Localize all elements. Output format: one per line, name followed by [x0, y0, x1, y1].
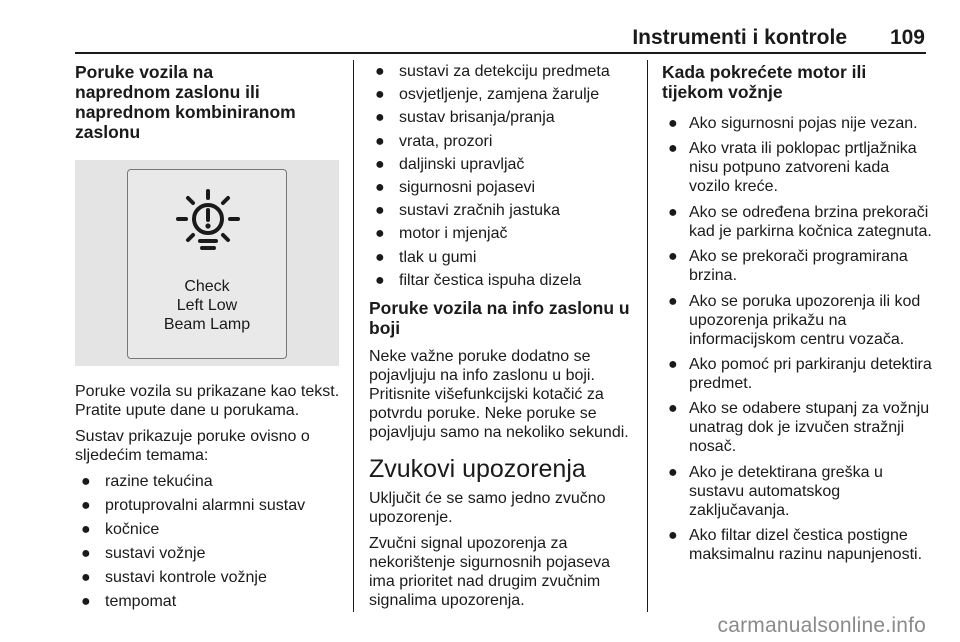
paragraph: Sustav prikazuje poruke ovisno o sljedećim temama: — [75, 428, 310, 464]
list-item: ● Ako se određena brzina prekorači kad je parkirna kočnica zategnuta. — [668, 203, 932, 240]
bullet-icon: ● — [668, 203, 678, 221]
warning-line: Left Low — [176, 297, 238, 314]
list-item: ● Ako se prekorači programirana brzina. — [668, 248, 908, 285]
list-item: ● Ako se poruka upozorenja ili kod upozorenja prikažu na informacijskom centru vozača. — [668, 292, 921, 348]
watermark: carmanualsonline.info — [717, 614, 926, 637]
bullet-icon: ● — [81, 473, 91, 490]
warning-line: Check — [184, 278, 230, 295]
warning-line: Beam Lamp — [163, 316, 251, 333]
paragraph: Zvučni signal upozorenja za nekorištenje sigurnosnih pojaseva ima prioritet nad drugim zvučnim signalima upozorenja. — [369, 534, 611, 609]
list-item: ● sustavi zračnih jastuka — [375, 202, 560, 220]
list-item: ● Ako je detektirana greška u sustavu automatskog zaključavanja. — [668, 463, 883, 519]
bullet-icon: ● — [81, 521, 91, 538]
bullet-icon: ● — [375, 271, 385, 289]
column-1 — [75, 62, 350, 616]
list-item: ● tempomat — [81, 593, 177, 610]
bullet-icon: ● — [375, 109, 385, 127]
list-item: ● daljinski upravljač — [375, 155, 525, 173]
list-item: ● Ako filtar dizel čestica postigne maksimalnu razinu napunjenosti. — [668, 527, 923, 564]
section-title-zvukovi-upozorenja: Zvukovi upozorenja — [369, 454, 586, 483]
paragraph: Poruke vozila su prikazane kao tekst. Pratite upute dane u porukama. — [75, 383, 340, 419]
bullet-icon: ● — [375, 132, 385, 150]
bullet-icon: ● — [81, 497, 91, 514]
bullet-icon: ● — [668, 400, 678, 418]
warning-conditions-list — [662, 114, 932, 564]
bullet-icon: ● — [375, 86, 385, 104]
bullet-icon: ● — [375, 202, 385, 220]
bullet-icon: ● — [375, 63, 385, 80]
topic-list — [75, 472, 350, 611]
paragraph: Neke važne poruke dodatno se pojavljuju na info zaslonu u boji. Pritisnite višefunkcijski kotačić za potvrdu poruke. Neke poruke se pojavljuju samo na nekoliko sekundi. — [369, 347, 629, 441]
column-divider-2 — [647, 60, 648, 612]
list-item: ● protuprovalni alarmni sustav — [81, 497, 306, 514]
list-item: ● sustavi kontrole vožnje — [81, 569, 267, 586]
bullet-icon: ● — [375, 178, 385, 196]
warning-figure — [75, 160, 339, 366]
list-item: ● motor i mjenjač — [375, 225, 508, 243]
list-item: ● Ako pomoć pri parkiranju detektira predmet. — [668, 355, 932, 392]
list-item: ● sustavi za detekciju predmeta — [375, 63, 610, 80]
paragraph: Uključit će se samo jedno zvučno upozorenje. — [369, 489, 606, 526]
bullet-icon: ● — [375, 248, 385, 266]
bullet-icon: ● — [668, 292, 678, 310]
list-item: ● kočnice — [81, 521, 160, 538]
section-heading-pokretanje-motora: Kada pokrećete motor ili tijekom vožnje — [662, 62, 867, 102]
bullet-icon: ● — [668, 355, 678, 373]
topic-list-continued — [369, 62, 637, 290]
column-2 — [369, 62, 637, 610]
light-bulb-exclamation-icon — [172, 187, 244, 253]
page-title: Instrumenti i kontrole — [632, 26, 847, 49]
bullet-icon: ● — [375, 155, 385, 173]
list-item: ● Ako sigurnosni pojas nije vezan. — [668, 115, 918, 132]
bullet-icon: ● — [668, 248, 678, 266]
bullet-icon: ● — [668, 140, 678, 158]
warning-message-display — [127, 169, 287, 359]
column-3 — [662, 62, 932, 571]
column-divider-1 — [353, 60, 354, 612]
list-item: ● sigurnosni pojasevi — [375, 178, 536, 196]
bullet-icon: ● — [668, 527, 678, 545]
bullet-icon: ● — [375, 225, 385, 243]
list-item: ● osvjetljenje, zamjena žarulje — [375, 86, 600, 104]
bullet-icon: ● — [81, 545, 91, 562]
list-item: ● sustavi vožnje — [81, 545, 206, 562]
section-heading-naprednom-zaslonu: Poruke vozila na naprednom zaslonu ili naprednom kombiniranom zaslonu — [75, 62, 296, 142]
bullet-icon: ● — [668, 115, 678, 132]
page-header — [75, 26, 925, 50]
list-item: ● vrata, prozori — [375, 132, 493, 150]
warning-message-text — [128, 277, 286, 334]
header-rule — [75, 52, 926, 54]
section-heading-info-zaslon: Poruke vozila na info zaslonu u boji — [369, 297, 630, 338]
list-item: ● filtar čestica ispuha dizela — [375, 271, 582, 289]
list-item: ● sustav brisanja/pranja — [375, 109, 555, 127]
list-item: ● tlak u gumi — [375, 248, 477, 266]
list-item: ● Ako se odabere stupanj za vožnju unatrag dok je izvučen stražnji nosač. — [668, 400, 930, 456]
list-item: ● razine tekućina — [81, 473, 213, 490]
page-number: 109 — [889, 26, 925, 49]
bullet-icon: ● — [668, 463, 678, 481]
bullet-icon: ● — [81, 593, 91, 610]
list-item: ● Ako vrata ili poklopac prtljažnika nisu potpuno zatvoreni kada vozilo kreće. — [668, 140, 917, 196]
bullet-icon: ● — [81, 569, 91, 586]
